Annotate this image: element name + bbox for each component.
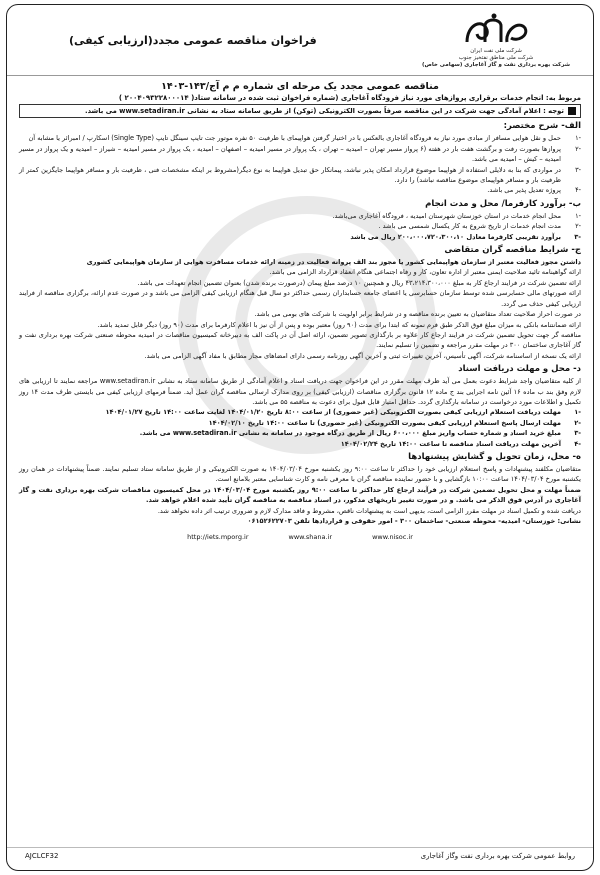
list-item: -۱ حمل و نقل هوایی مسافر از مبادی مورد نیاز به فرودگاه آغاجاری بالعکس با در اختیار گرفتن هواپیمای با ظرفیت ۵۰ نفره موتور جت تایپ سینگل تایپ (Single Type) اسکارپ / امبرائر یا مشابه آن bbox=[28, 134, 581, 143]
page-title: فراخوان مناقصه عمومی مجدد(ارزیابی کیفی) bbox=[69, 33, 317, 47]
subject-line: مربوط به: انجام خدمات برقراری پروازهای مورد نیاز فرودگاه آغاجاری (شماره فراخوان ثبت شده در سامانه ستاد( ۲۰۰۴۰۹۳۲۲۸۰۰۰۱۴ ) bbox=[118, 94, 581, 102]
footer-link-iets[interactable]: http://iets.mporg.ir bbox=[187, 533, 249, 542]
item-c1: داشتن مجوز فعالیت معتبر از سازمان هواپیمایی کشور یا مجوز بند الف پروانه فعالیت در زمینه ارائه خدمات مسافرت هوایی از سازمان هواپیمایی کشوری bbox=[86, 258, 581, 267]
footer-org: روابط عمومی شرکت بهره برداری نفت وگاز آغاجاری bbox=[420, 852, 575, 860]
list-item: -۳ مبلغ خرید اسناد و شماره حساب واریز مبلغ ۶۰۰،۰۰۰ ریال از طریق درگاه موجود در سامانه به نشانی www.setadiran.ir می باشد. bbox=[139, 429, 581, 438]
item-c2: ارائه گواهینامه تائید صلاحیت ایمنی معتبر از اداره تعاون، کار و رفاه اجتماعی هنگام انعقاد قرارداد الزامی می باشد. bbox=[269, 268, 581, 277]
item-d4: آخرین مهلت دریافت اسناد مناقصه تا ساعت ۱۴:۰۰ تاریخ ۱۴۰۴/۰۲/۲۴ bbox=[340, 439, 561, 448]
item-c4: ارائه صورتهای مالی حسابرسی شده توسط سازمان حسابرسی یا اعضای جامعه حسابداران رسمی حداکثر دو سال قبل هنگام ارزیابی کیفی الزامی می باشد و در صورت عدم ارائه، برگزاری مناقصه از فرایند ارزیابی کیفی حذف می گردد. bbox=[19, 289, 581, 308]
list-item: -۲ پروازها بصورت رفت و برگشت هفت بار در هفته (۶ پرواز مسیر تهران – امیدیه – تهران ، یک پرواز در مسیر امیدیه – اصفهان – امیدیه ، یک پرواز در مسیر امیدیه – شیراز – امیدیه و یک پرواز در مسیر امیدیه – کیش – امیدیه می باشد. bbox=[19, 144, 581, 164]
item-c7: مناقصه گر جهت تحویل تضمین شرکت در فرایند ارجاع کار علاوه بر بارگذاری تصویر تضمین، ارائه اصل آن در پاکت الف به دبیرخانه کمیسیون مناقصات در امیدیه محوطه صنعتی شرکت بهره برداری نفت و گاز آغاجاری ساختمان ۳۰۰ در مهلت مقرر مراجعه و تضمین را تسلیم نمایند. bbox=[19, 330, 581, 350]
footer-link-nisoc[interactable]: www.nisoc.ir bbox=[372, 533, 413, 542]
item-d2: مهلت ارسال پاسخ استعلام ارزیابی کیفی بصورت الکترونیکی (غیر حضوری) تا ساعت ۱۴:۰۰ تاریخ ۱۴۰۴/۰۲/۱۰ bbox=[208, 418, 561, 427]
footer-code: AJCLCF32 bbox=[25, 852, 59, 860]
setad-link[interactable]: www.setadiran.ir bbox=[119, 107, 185, 115]
section-e-text: متقاضیان مکلفند پیشنهادات و پاسخ استعلام ارزیابی خود را حداکثر تا ساعت ۹:۰۰ روز یکشنبه مورخ ۱۴۰۴/۰۳/۰۴ به صورت الکترونیکی و از طریق سامانه ستاد تسلیم نمایند. ضمناً پیشنهادات در همان روز یکشنبه مورخ ۱۴۰۴/۰۳/۰۴ ساعت ۱۰:۰۰ بازگشایی و با حضور نماینده مناقصه گران با معرفی نامه و کارت شناسایی معتبر بلامانع است. bbox=[19, 464, 581, 484]
item-a4: پروژه تعدیل پذیر می باشد. bbox=[487, 186, 561, 195]
header bbox=[7, 5, 593, 76]
logo-line2: شرکت ملی مناطق نفتخیز جنوب bbox=[458, 54, 534, 61]
item-c8: ارائه یک نسخه از اساسنامه شرکت، آگهی تأسیس، آخرین تغییرات ثبتی و آخرین آگهی روزنامه رسمی دارای امضاهای مجاز مطابق با مفاد آگهی الزامی می باشد. bbox=[144, 351, 581, 360]
item-c5: در صورت احراز صلاحیت تعداد متقاضیان به تعیین برنده مناقصه و در شرایط برابر اولویت با شرکت های بومی می باشد. bbox=[254, 310, 581, 319]
item-c3: ارائه تضمین شرکت در فرایند ارجاع کار به مبلغ ۴۳،۲۱۴،۳۰۰،۰۰۰ ریال و همچنین ۱۰ درصد مبلغ پیمان (درصورت برنده شدن) بعنوان تضمین انجام تعهدات می باشد. bbox=[137, 278, 581, 287]
item-b1: محل انجام خدمات در استان خوزستان شهرستان امیدیه ، فرودگاه آغاجاری می‌باشد. bbox=[332, 211, 561, 220]
item-a1: حمل و نقل هوایی مسافر از مبادی مورد نیاز به فرودگاه آغاجاری بالعکس با در اختیار گرفتن هواپیمای با ظرفیت ۵۰ نفره موتور جت تایپ سینگل تایپ (Single Type) اسکارپ / امبرائر یا مشابه آن bbox=[28, 134, 561, 143]
item-d3: مبلغ خرید اسناد و شماره حساب واریز مبلغ ۶۰۰،۰۰۰ ریال از طریق درگاه موجود در سامانه به نشانی www.setadiran.ir می باشد. bbox=[139, 429, 561, 438]
item-a2: پروازها بصورت رفت و برگشت هفت بار در هفته (۶ پرواز مسیر تهران – امیدیه – تهران ، یک پرواز در مسیر امیدیه – اصفهان – امیدیه ، یک پرواز در مسیر امیدیه – شیراز – امیدیه و یک پرواز در مسیر امیدیه – کیش – امیدیه می باشد. bbox=[19, 144, 561, 164]
footer-bar bbox=[7, 847, 593, 860]
item-b3: برآورد تقریبی کارفرما معادل ۲۰۰،۰۰۰،۷۲۰،۳۰۰،۱۰ ریال می باشد bbox=[350, 232, 561, 241]
nioc-logo-icon bbox=[461, 12, 531, 48]
section-b-heading: ب- برآورد کارفرما/ محل و مدت انجام bbox=[425, 198, 581, 209]
section-e-tail: دریافت شده و تکمیل اسناد در مهلت مقرر الزامی است، بدیهی است به پیشنهادات ناقص، مشروط و فاقد مدارک لازم و ضروری ترتیب اثر داده نخواهد شد. bbox=[157, 506, 581, 515]
item-d1: مهلت دریافت استعلام ارزیابی کیفی بصورت الکترونیکی (غیر حضوری) از ساعت ۸:۰۰ تاریخ ۱۴۰۴/۰۱/۲۰ لغایت ساعت ۱۴:۰۰ تاریخ ۱۴۰۴/۰۱/۲۷ bbox=[105, 408, 561, 417]
company-logo bbox=[411, 12, 581, 69]
notice-bullet-icon bbox=[568, 107, 576, 115]
list-item: -۴ پروژه تعدیل پذیر می باشد. bbox=[487, 186, 581, 195]
logo-line1: شرکت ملی نفت ایران bbox=[470, 47, 522, 54]
item-a3: در مواردی که بنا به دلایلی استفاده از هواپیما موضوع قرارداد امکان پذیر نباشد، پیمانکار حق تبدیل هواپیما به نوع دیگر(مشروط بر اینکه مشخصات فنی ، ظرفیت بار و مسافر هواپیما جایگزین کمتر از ظرفیت بار و مسافر هواپیمای موضوع مناقصه نباشد) را دارد. bbox=[19, 165, 561, 185]
list-item: -۳ برآورد تقریبی کارفرما معادل ۲۰۰،۰۰۰،۷۲۰،۳۰۰،۱۰ ریال می باشد bbox=[350, 232, 581, 241]
notice-end: می باشد. bbox=[85, 107, 117, 115]
footer-link-shana[interactable]: www.shana.ir bbox=[288, 533, 333, 542]
section-d-heading: د- محل و مهلت دریافت اسناد bbox=[458, 364, 581, 375]
footer-links bbox=[19, 532, 581, 542]
main-title: مناقصه عمومی مجدد یک مرحله ای شماره م م آج/۱۴۳-۱۴۰۳ bbox=[161, 81, 439, 92]
list-item: -۱ مهلت دریافت استعلام ارزیابی کیفی بصورت الکترونیکی (غیر حضوری) از ساعت ۸:۰۰ تاریخ ۱۴۰۴/۰۱/۲۰ لغایت ساعت ۱۴:۰۰ تاریخ ۱۴۰۴/۰۱/۲۷ bbox=[105, 408, 581, 417]
section-a-heading: الف- شرح مختصر: bbox=[503, 121, 581, 132]
list-item: -۱ محل انجام خدمات در استان خوزستان شهرستان امیدیه ، فرودگاه آغاجاری می‌باشد. bbox=[332, 211, 581, 220]
notice-text: توجه : اعلام آمادگی جهت شرکت در این مناقصه صرفاً بصورت الکترونیکی (توکن) از طریق سامانه ستاد به نشانی bbox=[187, 107, 564, 115]
section-d-intro: از کلیه متقاضیان واجد شرایط دعوت بعمل می آید ظرف مهلت مقرر در این فراخوان جهت دریافت اسناد و اعلام آمادگی از طریق سامانه ستاد به نشانی www.setadiran.ir مراجعه نمایند تا ارزیابی های لازم وفق بند ب ماده ۱۶ آئین نامه اجرایی بند ج ماده ۱۲ قانون برگزاری مناقصات (ارزیابی کیفی) بر روی مدارک ارسالی مناقصه گران عمل آید. ضمناً فرمهای ارزیابی کیفی می بایستی ظرف مدت ۱۴ روز تکمیل و اطلاعات مورد درخواست در سامانه بارگذاری گردد. حداقل امتیاز قابل قبول برای دعوت به مناقصه ۵۵ می باشد. bbox=[19, 377, 581, 406]
section-e-bold: ضمناً مهلت و محل تحویل تضمین شرکت در فرآیند ارجاع کار حداکثر تا ساعت ۹:۰۰ روز یکشنبه مورخ ۱۴۰۴/۰۳/۰۴ در محل کمیسیون مناقصات شرکت بهره برداری نفت و گاز آغاجاری در آدرس فوق الذکر می باشد. و در صورت تغییر تاریخهای مذکور، در اسناد مناقصه به مناقصه گران تأیید شده اعلام خواهد شد. bbox=[19, 485, 581, 505]
document-body bbox=[7, 76, 593, 543]
section-c-heading: ج- شرایط مناقصه گران متقاضی bbox=[444, 245, 581, 256]
item-c6: ارائه ضمانتنامه بانکی به میزان مبلغ فوق الذکر طبق فرم نمونه که ابتدا برای مدت (۹۰ روز) معتبر بوده و پس از آن نیز با اعلام کارفرما برای مدت (۹۰ روز) دیگر قابل تمدید باشد. bbox=[97, 320, 581, 329]
list-item: -۴ آخرین مهلت دریافت اسناد مناقصه تا ساعت ۱۴:۰۰ تاریخ ۱۴۰۴/۰۲/۲۴ bbox=[340, 439, 581, 448]
section-e-heading: ه- محل، زمان تحویل و گشایش پیشنهادها bbox=[408, 451, 581, 462]
list-item: -۲ مهلت ارسال پاسخ استعلام ارزیابی کیفی بصورت الکترونیکی (غیر حضوری) تا ساعت ۱۴:۰۰ تاریخ ۱۴۰۴/۰۲/۱۰ bbox=[208, 418, 581, 427]
logo-line3: شرکت بهره برداری نفت و گاز آغاجاری (سهامی خاص) bbox=[421, 61, 571, 68]
address: نشانی: خوزستان- امیدیه- محوطه صنعتی- ساختمان ۳۰۰ - امور حقوقی و قراردادها تلفن ۰۶۱۵۲۶۲۲۷۰۳ bbox=[247, 517, 581, 525]
list-item: -۲ مدت انجام خدمات از تاریخ شروع به کار یکسال شمسی می باشد . bbox=[378, 222, 581, 231]
list-item: -۳ در مواردی که بنا به دلایلی استفاده از هواپیما موضوع قرارداد امکان پذیر نباشد، پیمانکار حق تبدیل هواپیما به نوع دیگر(مشروط بر اینکه مشخصات فنی ، ظرفیت بار و مسافر هواپیما جایگزین کمتر از ظرفیت بار و مسافر هواپیمای موضوع مناقصه نباشد) را دارد. bbox=[19, 165, 581, 185]
notice-box bbox=[19, 104, 581, 118]
document-frame bbox=[6, 4, 594, 871]
item-b2: مدت انجام خدمات از تاریخ شروع به کار یکسال شمسی می باشد . bbox=[378, 222, 561, 231]
